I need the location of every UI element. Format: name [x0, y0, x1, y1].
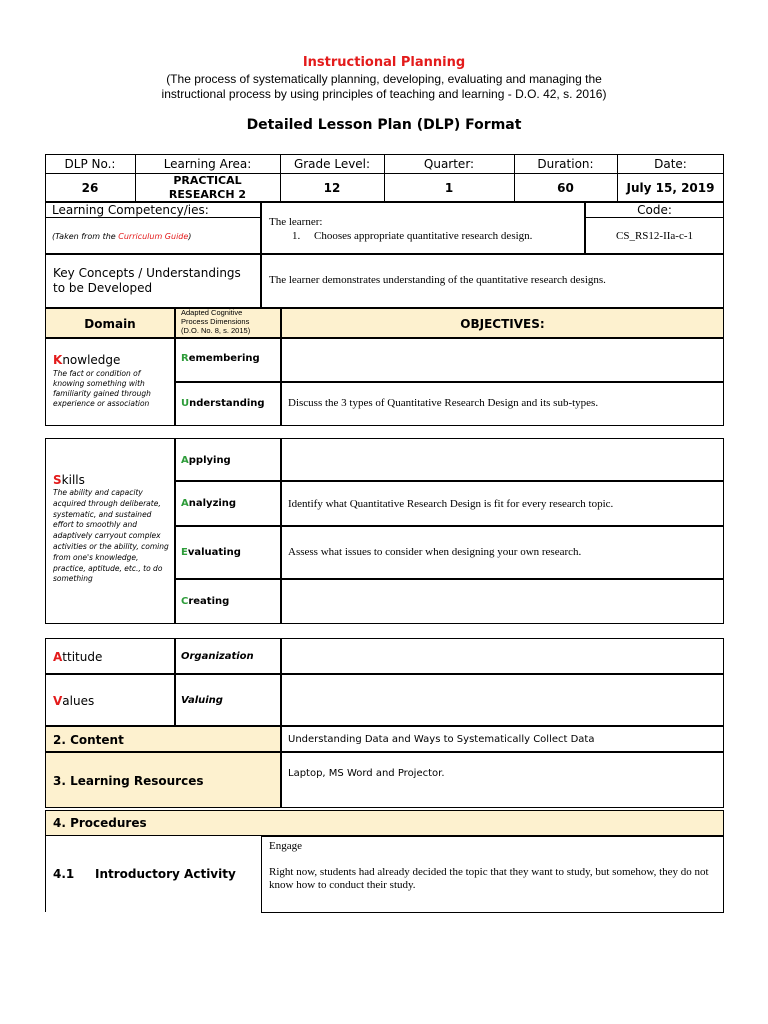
engage-text: Right now, students had already decided the topic that they want to study, but somehow, they do not know how to conduct their study.	[269, 866, 709, 891]
code-label: Code:	[637, 203, 672, 217]
evaluating-label	[181, 547, 241, 558]
curriculum-note-prefix: (Taken from the	[52, 232, 119, 241]
learning-area-header: Learning Area:	[163, 157, 252, 171]
organization-label: Organization	[181, 651, 254, 662]
knowledge-initial: K	[53, 353, 63, 367]
domain-header: Domain	[84, 317, 136, 331]
resources-label: 3. Learning Resources	[53, 774, 204, 788]
adapted-line-3: (D.O. No. 8, s. 2015)	[181, 326, 251, 335]
resources-text: Laptop, MS Word and Projector.	[288, 768, 445, 779]
dlp-no-header: DLP No.:	[64, 157, 116, 171]
creating-rest: reating	[188, 596, 230, 607]
knowledge-rest: nowledge	[62, 353, 121, 367]
evaluating-objective: Assess what issues to consider when designing your own research.	[288, 546, 582, 558]
content-text: Understanding Data and Ways to Systematically Collect Data	[288, 734, 595, 745]
objectives-title: OBJECTIVES:	[460, 317, 545, 331]
skills-rest: kills	[61, 473, 85, 487]
engage-label: Engage	[269, 840, 302, 852]
competency-item-number: 1.	[292, 230, 301, 242]
document-title: Detailed Lesson Plan (DLP) Format	[246, 117, 522, 133]
evaluating-initial: E	[181, 547, 188, 558]
dlp-no-value: 26	[81, 181, 99, 195]
key-concepts-label: Key Concepts / Understandings to be Developed	[53, 266, 241, 295]
analyzing-initial: A	[181, 498, 189, 509]
skills-description: The ability and capacity acquired through deliberate, systematic, and sustained effort to smoothly and adaptively carryout complex activities or the ability, coming from one's knowledge, practice, aptitude, etc., to do something	[53, 488, 169, 584]
applying-initial: A	[181, 455, 189, 466]
analyzing-label	[181, 498, 236, 509]
page-subtitle-line2: instructional process by using principles of teaching and learning - D.O. 42, s. 2016)	[161, 87, 607, 101]
values-rest: alues	[62, 694, 95, 708]
understanding-initial: U	[181, 398, 190, 409]
procedures-label: 4. Procedures	[53, 816, 147, 830]
analyzing-rest: nalyzing	[188, 498, 237, 509]
intro-activity-label: Introductory Activity	[95, 867, 236, 881]
curriculum-note	[52, 232, 191, 241]
understanding-rest: nderstanding	[189, 398, 265, 409]
understanding-label	[181, 398, 265, 409]
duration-header: Duration:	[537, 157, 594, 171]
remembering-label	[181, 353, 260, 364]
attitude-rest: ttitude	[62, 650, 103, 664]
code-value: CS_RS12-IIa-c-1	[616, 230, 693, 242]
curriculum-guide-link: Curriculum Guide	[118, 232, 189, 241]
content-label: 2. Content	[53, 733, 124, 747]
learner-label: The learner:	[269, 216, 323, 228]
key-concepts-text: The learner demonstrates understanding of the quantitative research designs.	[269, 274, 606, 286]
creating-label	[181, 596, 229, 607]
curriculum-note-suffix: )	[188, 232, 192, 241]
analyzing-objective: Identify what Quantitative Research Design is fit for every research topic.	[288, 498, 614, 510]
grade-level-value: 12	[323, 181, 341, 195]
quarter-value: 1	[444, 181, 454, 195]
grade-level-header: Grade Level:	[293, 157, 371, 171]
knowledge-description: The fact or condition of knowing something with familiarity gained through experience or association	[53, 369, 151, 408]
attitude-title	[53, 650, 102, 664]
understanding-objective: Discuss the 3 types of Quantitative Research Design and its sub-types.	[288, 397, 599, 409]
intro-activity-number: 4.1	[53, 867, 75, 881]
values-title	[53, 694, 94, 708]
page-heading: Instructional Planning	[302, 55, 466, 70]
applying-label	[181, 455, 231, 466]
remembering-initial: R	[181, 353, 189, 364]
knowledge-title	[53, 353, 120, 367]
learning-area-value: PRACTICAL RESEARCH 2	[168, 174, 247, 201]
competency-label: Learning Competency/ies:	[52, 203, 209, 217]
date-value: July 15, 2019	[626, 181, 715, 195]
valuing-label: Valuing	[181, 695, 223, 706]
adapted-line-1: Adapted Cognitive	[181, 308, 243, 317]
duration-value: 60	[557, 181, 574, 195]
date-header: Date:	[654, 157, 687, 171]
quarter-header: Quarter:	[423, 157, 475, 171]
page-subtitle-line1: (The process of systematically planning, developing, evaluating and managing the	[166, 72, 602, 86]
creating-initial: C	[181, 596, 189, 607]
remembering-rest: emembering	[188, 353, 260, 364]
adapted-line-2: Process Dimensions	[181, 317, 250, 326]
applying-rest: pplying	[188, 455, 231, 466]
evaluating-rest: valuating	[187, 547, 241, 558]
attitude-initial: A	[53, 650, 63, 664]
skills-initial: S	[53, 473, 62, 487]
adapted-cognitive-header	[181, 308, 250, 335]
competency-item-text: Chooses appropriate quantitative research design.	[314, 230, 533, 242]
values-initial: V	[53, 694, 63, 708]
skills-title	[53, 473, 85, 487]
